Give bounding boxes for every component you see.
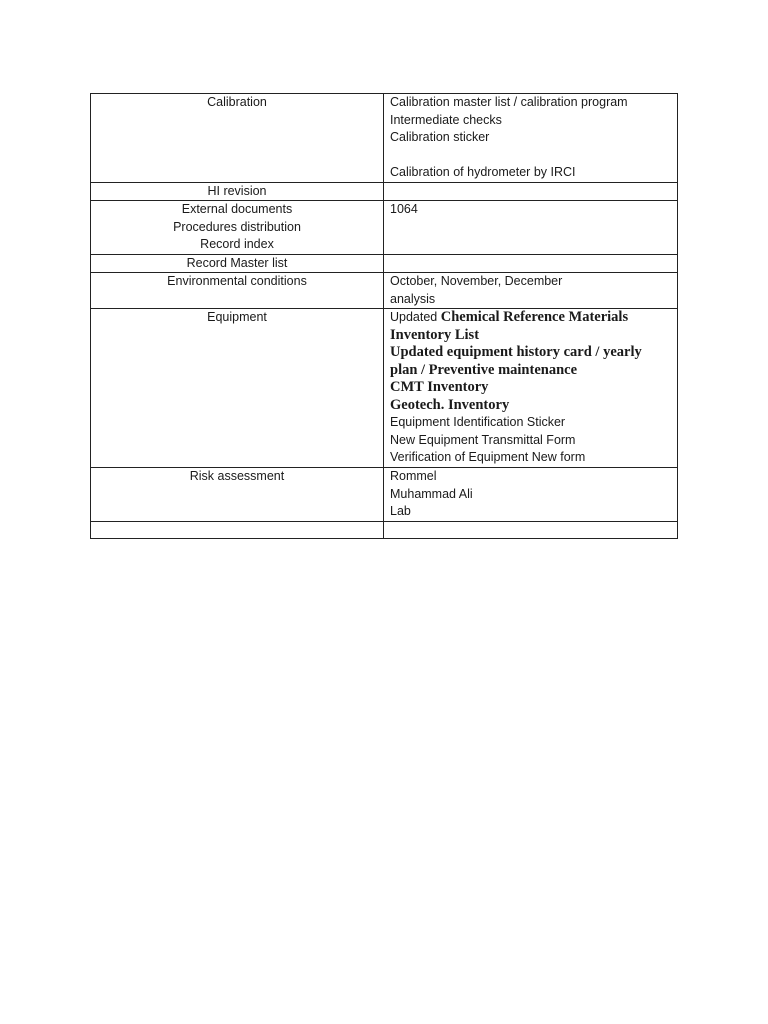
topic-cell: [91, 254, 384, 273]
table-row-environmental-conditions: [91, 273, 678, 309]
table-row-equipment: [91, 309, 678, 468]
topic-cell: [91, 468, 384, 522]
detail-line: October, November, December: [390, 274, 563, 288]
detail-line: 1064: [390, 202, 418, 216]
chemical-reference-title: Chemical Reference Materials: [440, 309, 629, 325]
detail-cell: [384, 309, 678, 468]
detail-cell: [384, 521, 678, 538]
detail-line: analysis: [390, 291, 436, 306]
table-row-empty: [91, 521, 678, 538]
table-row-hi-revision: [91, 182, 678, 201]
detail-cell: [384, 254, 678, 273]
chemical-reference-title-cont: Inventory List: [390, 326, 480, 343]
detail-cell: [384, 182, 678, 201]
blank-line: [390, 147, 671, 165]
geotech-inventory-title: Geotech. Inventory: [390, 396, 510, 413]
topic-label: Calibration: [207, 95, 267, 109]
cmt-inventory-title: CMT Inventory: [390, 379, 489, 395]
document-table: [90, 93, 678, 539]
topic-label: Risk assessment: [189, 469, 285, 483]
topic-cell: [91, 309, 384, 468]
history-card-title: Updated equipment history card / yearly: [390, 344, 642, 360]
detail-line: Intermediate checks: [390, 112, 502, 127]
detail-line: Verification of Equipment New form: [390, 450, 586, 464]
detail-line: Muhammad Ali: [390, 486, 473, 501]
detail-cell: [384, 468, 678, 522]
history-card-title-cont: plan / Preventive maintenance: [390, 361, 578, 378]
topic-label: Environmental conditions: [167, 274, 307, 288]
topic-cell: [91, 201, 384, 255]
detail-cell: [384, 201, 678, 255]
topic-cell: [91, 182, 384, 201]
topic-cell: [91, 273, 384, 309]
table-row-risk-assessment: [91, 468, 678, 522]
detail-cell: [384, 273, 678, 309]
detail-line: Calibration master list / calibration program: [390, 95, 628, 109]
topic-cell: [91, 94, 384, 183]
topic-label: Record Master list: [186, 255, 288, 270]
table-row-external-documents: [91, 201, 678, 255]
topic-label: Procedures distribution: [173, 219, 301, 234]
table-row-calibration: [91, 94, 678, 183]
detail-line: Lab: [390, 504, 411, 518]
topic-label: Equipment: [207, 310, 267, 324]
detail-line: Equipment Identification Sticker: [390, 415, 566, 429]
table-row-record-master-list: [91, 254, 678, 273]
topic-cell: [91, 521, 384, 538]
detail-line: Rommel: [390, 469, 437, 483]
topic-label: Record index: [200, 237, 274, 251]
detail-line: Calibration sticker: [390, 130, 490, 144]
detail-line-updated: [390, 309, 671, 327]
updated-prefix: Updated: [390, 310, 438, 324]
detail-line: New Equipment Transmittal Form: [390, 432, 576, 447]
topic-label: HI revision: [207, 183, 267, 198]
detail-line: Calibration of hydrometer by IRCI: [390, 165, 576, 179]
detail-cell: [384, 94, 678, 183]
topic-label: External documents: [181, 202, 293, 216]
